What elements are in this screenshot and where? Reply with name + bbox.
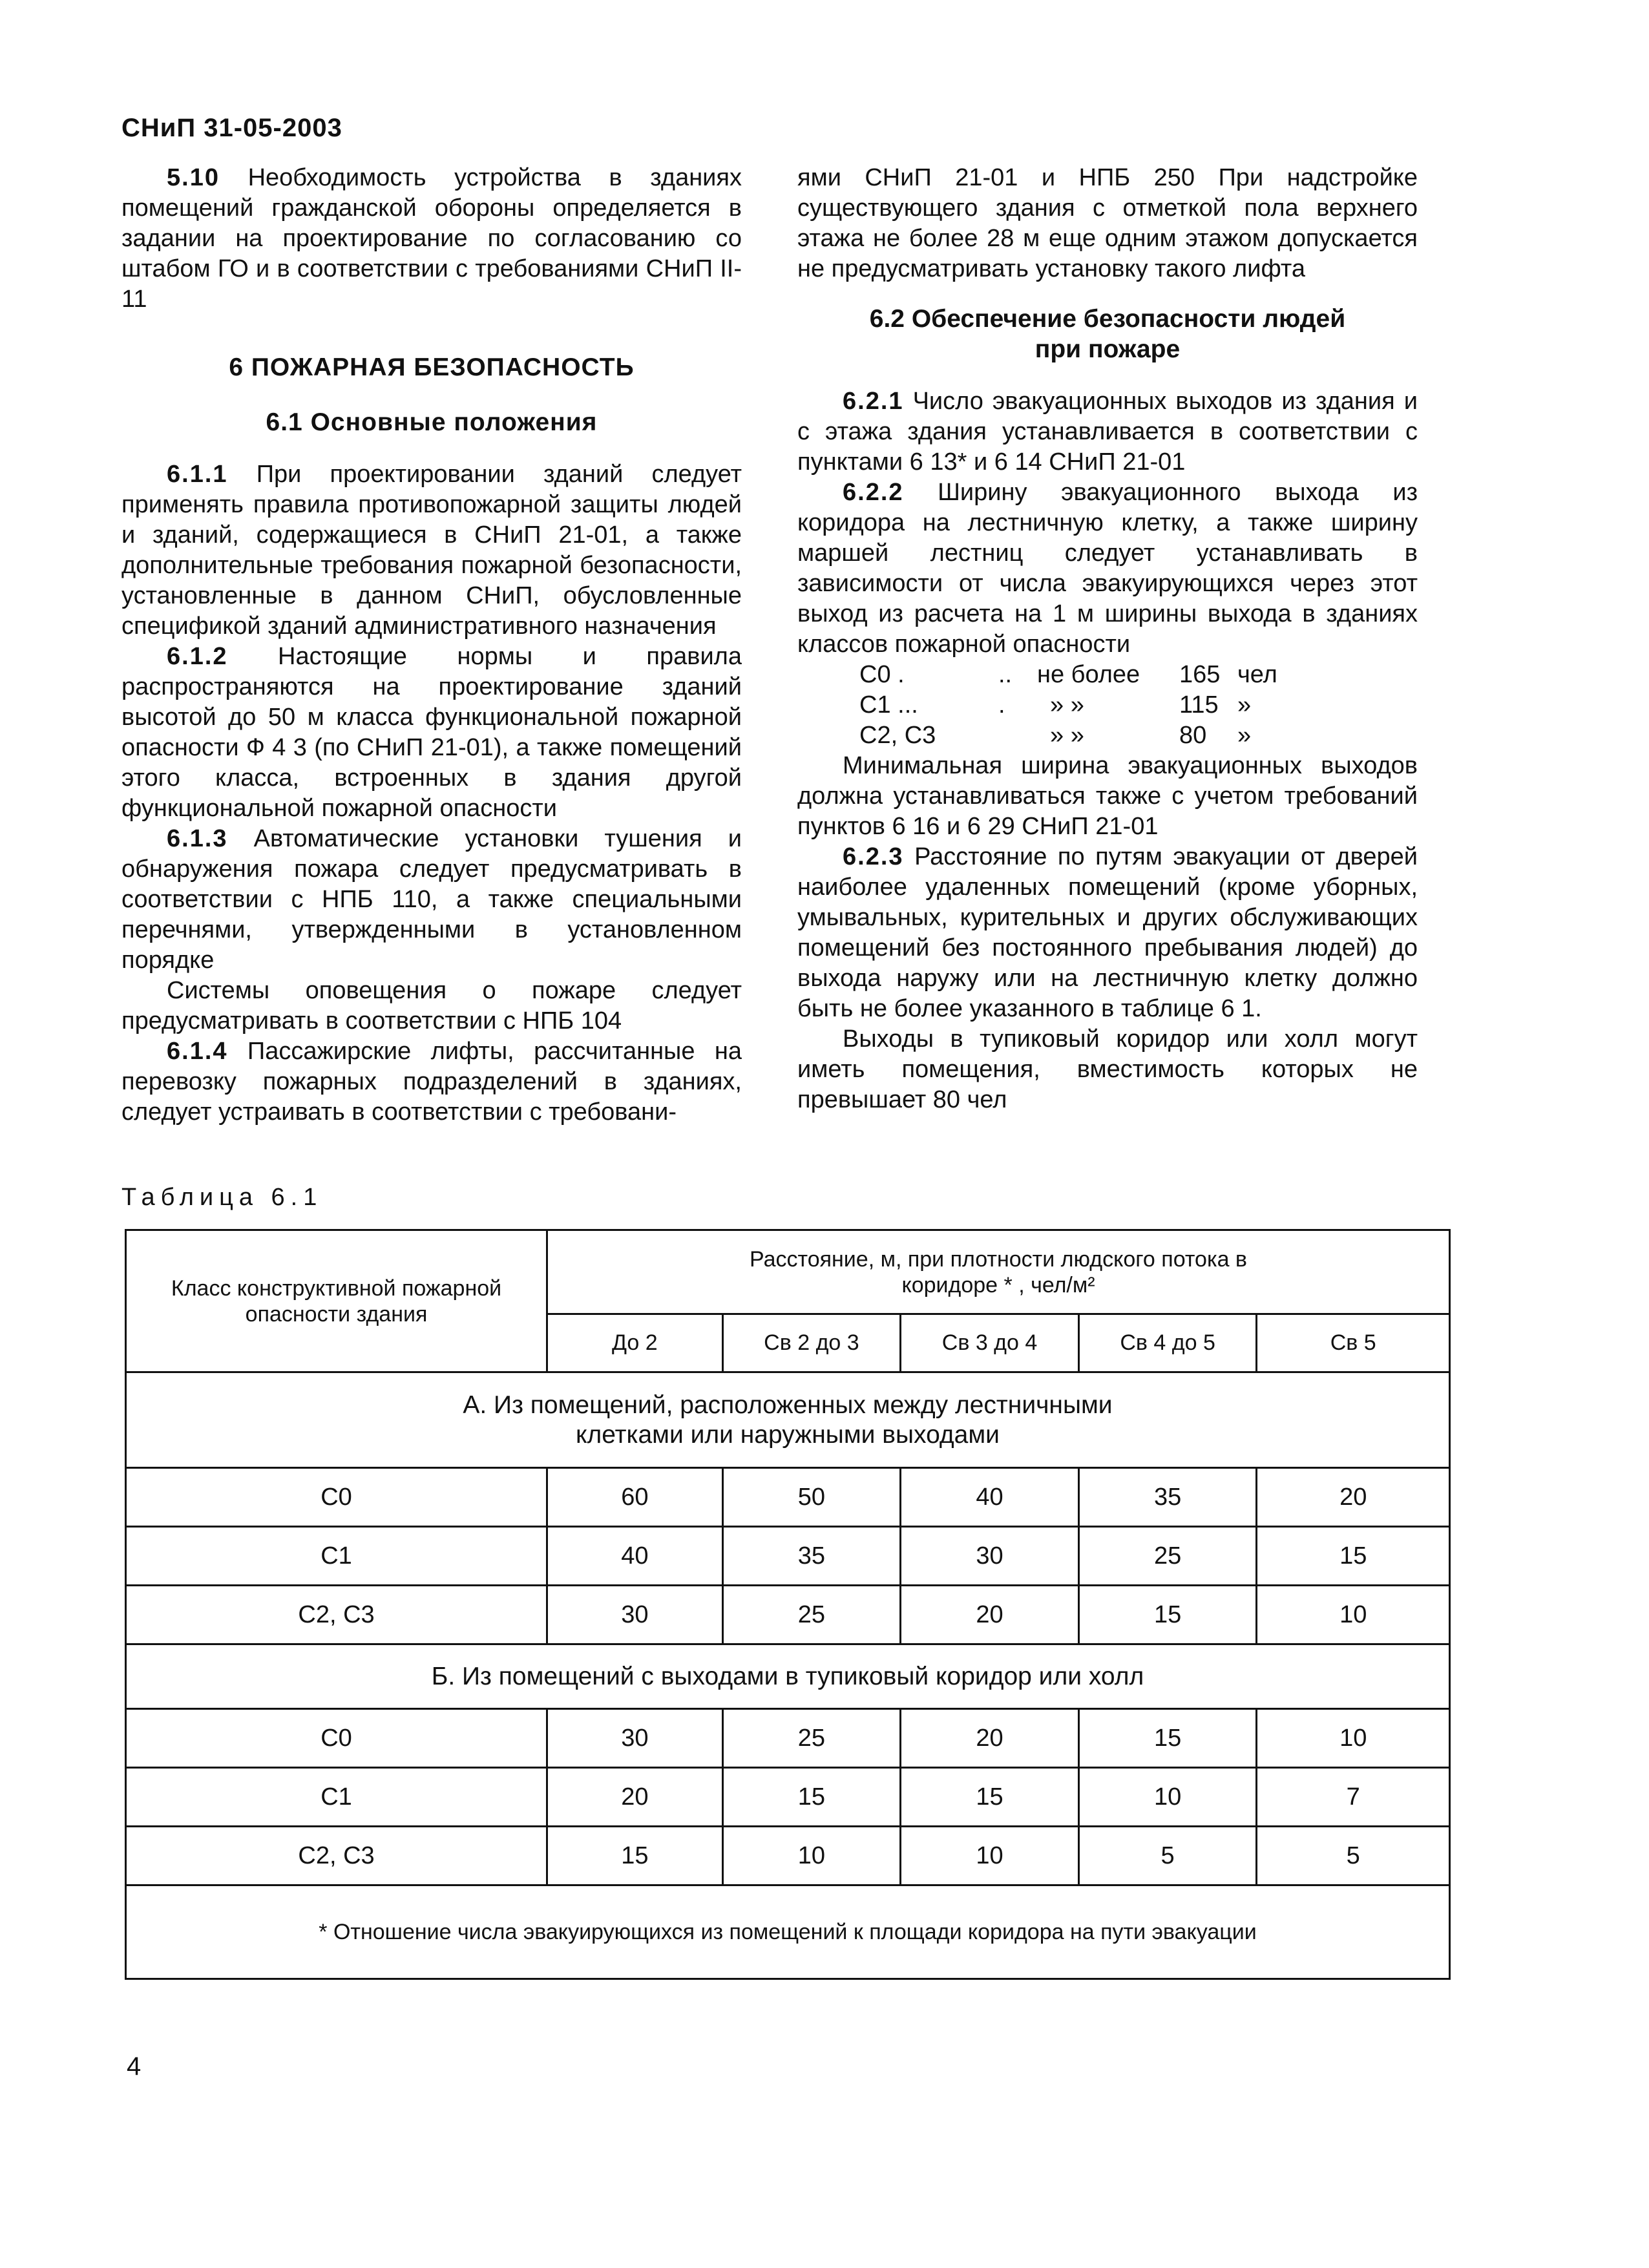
class-cell: С1 (126, 1768, 547, 1827)
clause-number: 6.2.3 (843, 843, 904, 870)
clause-number: 6.2.1 (843, 388, 904, 415)
value-cell: 15 (722, 1768, 901, 1827)
value-cell: 20 (901, 1709, 1079, 1768)
density-header: До 2 (547, 1314, 723, 1372)
value-cell: 10 (1078, 1768, 1257, 1827)
value-cell: 20 (1257, 1468, 1450, 1527)
class-unit: » (1237, 722, 1252, 749)
class-label: С0 . (859, 661, 905, 688)
left-column (121, 163, 742, 1128)
class-label: С2, С3 (859, 722, 936, 749)
table-footnote: * Отношение числа эвакуирующихся из помещений к площади коридора на пути эвакуации (126, 1885, 1450, 1979)
clause-text: Необходимость устройства в зданиях помещений гражданской обороны определяется в задании на проектирование по согласованию со штабом ГО и в соответствии с требованиями СНиП II-11 (121, 164, 742, 313)
section-b-title: Б. Из помещений с выходами в тупиковый коридор или холл (126, 1644, 1450, 1709)
value-cell: 25 (1078, 1527, 1257, 1586)
value-cell: 15 (901, 1768, 1079, 1827)
paragraph-6-2-3-dead-end: Выходы в тупиковый коридор или холл могут иметь помещения, вместимость которых не превышает 80 чел (797, 1025, 1418, 1113)
class-value: 115 (1179, 691, 1219, 719)
section-a-title: А. Из помещений, расположенных между лестничными клетками или наружными выходами (126, 1372, 1450, 1468)
class-limit: » » (1050, 691, 1084, 719)
clause-text: Настоящие нормы и правила распространяются на проектирование зданий высотой до 50 м класса функциональной пожарной опасности Ф 4 3 (по СНиП 21-01), а также помещений этого класса, встроенных в здания другой функциональной пожарной опасности (121, 643, 742, 822)
section-heading-6: 6 ПОЖАРНАЯ БЕЗОПАСНОСТЬ (229, 353, 635, 381)
value-cell: 15 (1257, 1527, 1450, 1586)
clause-number: 6.1.2 (167, 643, 228, 670)
value-cell: 20 (901, 1586, 1079, 1644)
paragraph-6-1-4 (121, 1036, 742, 1128)
right-column (797, 163, 1418, 1115)
table-section-a (126, 1372, 1450, 1468)
class-label: С1 ... (859, 691, 918, 719)
paragraph-6-2-2-min-width: Минимальная ширина эвакуационных выходов должна устанавливаться также с учетом требований пунктов 6 16 и 6 29 СНиП 21-01 (797, 752, 1418, 840)
class-value: 80 (1179, 722, 1207, 749)
table-section-b (126, 1644, 1450, 1709)
value-cell: 60 (547, 1468, 723, 1527)
paragraph-6-2-3 (797, 842, 1418, 1024)
value-cell: 5 (1078, 1827, 1257, 1885)
density-header: Св 5 (1257, 1314, 1450, 1372)
value-cell: 30 (547, 1709, 723, 1768)
value-cell: 50 (722, 1468, 901, 1527)
table-6-1 (125, 1229, 1451, 1980)
clause-text: Автоматические установки тушения и обнаружения пожара следует предусматривать в соответствии с НПБ 110, а также специальными перечнями, утвержденными в установленном порядке (121, 825, 742, 974)
class-unit: чел (1237, 661, 1277, 688)
table-row (126, 1527, 1450, 1586)
clause-number: 6.1.4 (167, 1038, 228, 1065)
value-cell: 20 (547, 1768, 723, 1827)
class-width-list (859, 660, 1418, 751)
clause-text: Ширину эвакуационного выхода из коридора на лестничную клетку, а также ширину маршей лестниц следует устанавливать в зависимости от числа эвакуирующихся через этот выход из расчета на 1 м ширины выхода в зданиях классов пожарной опасности (797, 479, 1418, 658)
value-cell: 7 (1257, 1768, 1450, 1827)
subsection-heading-6-1: 6.1 Основные положения (266, 408, 598, 436)
table-row (126, 1709, 1450, 1768)
value-cell: 10 (722, 1827, 901, 1885)
paragraph-6-2-2 (797, 478, 1418, 660)
clause-text: Пассажирские лифты, рассчитанные на перевозку пожарных подразделений в зданиях, следует устраивать в соответствии с требовани- (121, 1038, 742, 1126)
page-number: 4 (127, 2052, 142, 2081)
value-cell: 35 (722, 1527, 901, 1586)
paragraph-6-1-4-continued: ями СНиП 21-01 и НПБ 250 При надстройке существующего здания с отметкой пола верхнего этажа не более 28 м еще одним этажом допускается не предусматривать установку такого лифта (797, 164, 1418, 282)
value-cell: 25 (722, 1709, 901, 1768)
clause-number: 6.1.1 (167, 461, 228, 488)
paragraph-5-10 (121, 163, 742, 315)
value-cell: 15 (547, 1827, 723, 1885)
class-limit: » » (1050, 722, 1084, 749)
class-row-c0 (859, 660, 1418, 690)
value-cell: 5 (1257, 1827, 1450, 1885)
class-limit: не более (1037, 661, 1140, 688)
paragraph-6-1-2 (121, 642, 742, 824)
paragraph-6-1-3 (121, 824, 742, 976)
paragraph-6-2-1 (797, 386, 1418, 478)
density-header: Св 3 до 4 (901, 1314, 1079, 1372)
class-dots: .. (998, 661, 1013, 688)
class-row-c2-c3 (859, 720, 1418, 751)
table-row (126, 1827, 1450, 1885)
column-header-class: Класс конструктивной пожарной опасности здания (126, 1230, 547, 1372)
paragraph-6-1-1 (121, 459, 742, 642)
value-cell: 25 (722, 1586, 901, 1644)
value-cell: 15 (1078, 1709, 1257, 1768)
density-header: Св 4 до 5 (1078, 1314, 1257, 1372)
document-code: СНиП 31-05-2003 (121, 114, 342, 142)
paragraph-6-1-3-alerts: Системы оповещения о пожаре следует предусматривать в соответствии с НПБ 104 (121, 977, 742, 1034)
class-row-c1 (859, 690, 1418, 720)
class-value: 165 (1179, 661, 1221, 688)
class-cell: С1 (126, 1527, 547, 1586)
value-cell: 15 (1078, 1586, 1257, 1644)
value-cell: 10 (1257, 1586, 1450, 1644)
value-cell: 30 (547, 1586, 723, 1644)
table-row (126, 1768, 1450, 1827)
class-cell: С0 (126, 1709, 547, 1768)
heading-line: при пожаре (1035, 335, 1181, 363)
value-cell: 40 (547, 1527, 723, 1586)
clause-text: Число эвакуационных выходов из здания и с этажа здания устанавливается в соответствии с пунктами 6 13* и 6 14 СНиП 21-01 (797, 388, 1418, 476)
heading-line: 6.2 Обеспечение безопасности людей (869, 305, 1346, 333)
class-cell: С2, С3 (126, 1586, 547, 1644)
clause-text: Расстояние по путям эвакуации от дверей наиболее удаленных помещений (кроме уборных, умывальных, курительных и других обслуживающих помещений без постоянного пребывания людей) до выхода наружу или на лестничную клетку должно быть не более указанного в таблице 6 1. (797, 843, 1418, 1022)
table-row (126, 1468, 1450, 1527)
clause-number: 5.10 (167, 164, 220, 191)
class-unit: » (1237, 691, 1252, 719)
table-footnote-row (126, 1885, 1450, 1979)
value-cell: 30 (901, 1527, 1079, 1586)
table-row (126, 1586, 1450, 1644)
value-cell: 40 (901, 1468, 1079, 1527)
clause-number: 6.1.3 (167, 825, 228, 852)
class-dots: . (998, 691, 1005, 719)
table-caption: Таблица 6.1 (121, 1184, 323, 1211)
density-header: Св 2 до 3 (722, 1314, 901, 1372)
value-cell: 35 (1078, 1468, 1257, 1527)
value-cell: 10 (1257, 1709, 1450, 1768)
column-header-distance: Расстояние, м, при плотности людского потока в коридоре * , чел/м² (547, 1230, 1450, 1314)
clause-number: 6.2.2 (843, 479, 904, 506)
clause-text: При проектировании зданий следует применять правила противопожарной защиты людей и зданий, содержащиеся в СНиП 21-01, а также дополнительные требования пожарной безопасности, установленные в данном СНиП, обусловленные спецификой зданий административного назначения (121, 461, 742, 640)
table-header-row (126, 1230, 1450, 1314)
class-cell: С0 (126, 1468, 547, 1527)
subsection-heading-6-2 (797, 304, 1418, 364)
value-cell: 10 (901, 1827, 1079, 1885)
class-dots (998, 720, 1037, 751)
class-cell: С2, С3 (126, 1827, 547, 1885)
